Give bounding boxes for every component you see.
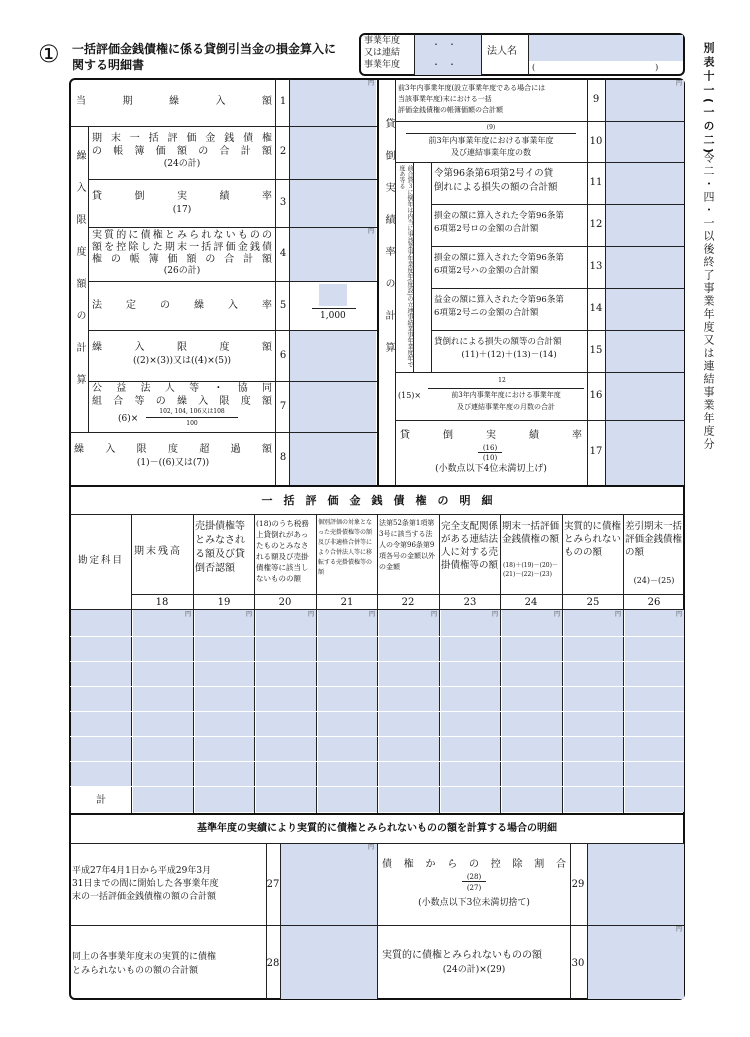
field-30[interactable] (588, 926, 684, 999)
field-9[interactable] (606, 80, 684, 121)
fy-label: 事業年度 (364, 36, 401, 46)
fy-label-3: 事業年度 (364, 60, 401, 70)
detail-cell[interactable] (195, 637, 254, 661)
row5-value-box (319, 284, 347, 306)
line-num-29: 29 (571, 879, 585, 890)
field-27[interactable] (281, 844, 377, 925)
total-cell[interactable] (502, 787, 562, 812)
detail-cell[interactable] (502, 762, 562, 786)
field-1[interactable] (290, 80, 376, 126)
row17-l1: 貸 倒 実 績 率 (400, 430, 582, 441)
line-num-10: 10 (589, 136, 603, 147)
detail-cell[interactable] (502, 712, 562, 736)
row2-l1: 期末一括評価金銭債権 (92, 133, 272, 144)
line-num-1: 1 (279, 96, 287, 107)
detail-cell[interactable] (133, 712, 193, 736)
row9-l1: 前3年内事業年度(設立事業年度である場合には (398, 84, 546, 92)
detail-cell[interactable] (195, 687, 254, 711)
fy-label-2: 又は連結 (364, 48, 401, 58)
total-cell[interactable] (195, 787, 254, 812)
row27-l2: 31日までの間に開始した各事業年度 (72, 879, 219, 889)
row13-l1: 損金の額に算入された令第96条第 (434, 253, 564, 263)
detail-cell[interactable] (625, 712, 684, 736)
line-num-14: 14 (589, 303, 603, 314)
total-cell[interactable] (625, 787, 684, 812)
row8-l1: 繰 入 限 度 超 過 額 (74, 444, 272, 455)
yen-1: 円 (368, 80, 375, 87)
field-13[interactable] (606, 247, 684, 288)
row16-l1: (15)× (398, 391, 422, 400)
detail-cell[interactable] (564, 762, 623, 786)
row4-l2: 額を控除した期末一括評価金銭債 (92, 242, 272, 253)
line-num-17: 17 (589, 446, 603, 457)
row17-frac-top: (16) (482, 444, 498, 452)
detail-cell[interactable] (625, 762, 684, 786)
row28-l2: とみられないものの額の合計額 (72, 966, 199, 976)
detail-cell[interactable] (502, 662, 562, 686)
row27-l1: 平成27年4月1日から平成29年3月 (72, 866, 212, 876)
detail-cell[interactable] (71, 762, 131, 786)
row6-l1: 繰 入 限 度 額 (92, 342, 272, 353)
yen-mark: 円 (615, 611, 622, 618)
row30-l1: 実質的に債権とみられないものの額 (382, 950, 542, 961)
col-num-22: 22 (401, 597, 415, 608)
row15-l1: 貸倒れによる損失の額等の合計額 (434, 337, 562, 347)
detail-cell[interactable] (564, 687, 623, 711)
detail-cell[interactable] (71, 687, 131, 711)
yen-mark: 円 (431, 611, 438, 618)
yen-mark: 円 (246, 611, 253, 618)
detail-cell[interactable] (71, 712, 131, 736)
detail-cell[interactable] (441, 662, 500, 686)
row4-l4: (26の計) (163, 266, 201, 276)
line-num-11: 11 (589, 177, 603, 188)
col-header-9-formula: (24)－(25) (633, 576, 675, 585)
col-header-2: 売掛債権等とみなされる額及び貸倒否認額 (195, 521, 245, 574)
col-num-24: 24 (524, 597, 538, 608)
row15-l2: (11)＋(12)＋(13)－(14) (461, 350, 557, 360)
total-cell[interactable] (379, 787, 439, 812)
yen-9: 円 (676, 80, 683, 87)
col-num-20: 20 (278, 597, 292, 608)
row2-l2: の帳簿価額の合計額 (92, 146, 272, 157)
col-header-6: 完全支配関係がある連結法人に対する売掛債権等の額 (441, 521, 499, 571)
detail-cell[interactable] (195, 737, 254, 761)
detail-cell[interactable] (441, 762, 500, 786)
corp-name-paren: ( ) (532, 63, 659, 72)
detail-cell[interactable] (133, 662, 193, 686)
row7-l3: (6)× (118, 414, 139, 424)
fy-to-dots: ・ ・ (432, 60, 456, 69)
detail-cell[interactable] (625, 687, 684, 711)
field-12[interactable] (606, 205, 684, 246)
detail-cell[interactable] (133, 737, 193, 761)
detail-cell[interactable] (441, 712, 500, 736)
detail-cell[interactable] (71, 610, 131, 636)
line-num-6: 6 (279, 350, 287, 361)
detail-cell[interactable] (379, 687, 439, 711)
yen-4: 円 (368, 228, 375, 235)
yen-mark: 円 (369, 611, 376, 618)
detail-cell[interactable] (564, 637, 623, 661)
detail-cell[interactable] (379, 737, 439, 761)
row11-l1: 令第96条第6項第2号イの貸 (434, 168, 554, 179)
detail-cell[interactable] (318, 712, 377, 736)
total-cell[interactable] (256, 787, 316, 812)
total-label: 計 (96, 795, 106, 806)
detail-cell[interactable] (502, 737, 562, 761)
detail-cell[interactable] (441, 737, 500, 761)
col-header-5: 法第52条第1項第3号に該当する法人の令第96条第9項各号の金額以外の金額 (379, 519, 435, 571)
period-note: 令二・四・一以後終了事業年度又は連結事業年度分 (702, 152, 715, 451)
line-num-7: 7 (279, 401, 287, 412)
line-num-30: 30 (571, 958, 585, 969)
row12-l1: 損金の額に算入された令第96条第 (434, 211, 564, 221)
total-cell[interactable] (441, 787, 500, 812)
yen-30: 円 (676, 926, 683, 933)
detail-cell[interactable] (379, 712, 439, 736)
field-28[interactable] (281, 926, 377, 999)
detail-cell[interactable] (502, 687, 562, 711)
detail-cell[interactable] (441, 687, 500, 711)
row12-l2: 6項第2号ロの金額の合計額 (434, 224, 539, 234)
detail-cell[interactable] (318, 662, 377, 686)
row4-l3: 権の帳簿価額の合計額 (92, 254, 272, 265)
row28-l1: 同上の各事業年度末の実質的に債権 (72, 952, 217, 962)
row3-l2: (17) (172, 205, 192, 215)
yen-mark: 円 (554, 611, 561, 618)
line-num-9: 9 (592, 94, 600, 105)
col-header-9: 差引期末一括評価金銭債権の額 (625, 521, 683, 558)
col-header-3: (18)のうち税務上貸倒れがあったものとみなされる額及び売掛債権等に該当しないものの額 (256, 519, 309, 583)
row16-l2: 前3年内事業年度における事業年度 (451, 391, 561, 399)
row11-l2: 倒れによる損失の額の合計額 (434, 182, 558, 193)
row7-frac-bot: 100 (186, 420, 198, 427)
row7-l1: 公益法人等・協同 (92, 383, 272, 394)
col-header-0: 勘定科目 (77, 555, 124, 566)
field-17[interactable] (606, 421, 684, 485)
col-header-7-formula: (18)＋(19)－(20)－(21)－(22)－(23) (503, 562, 558, 578)
line-num-5: 5 (279, 300, 287, 311)
detail-cell[interactable] (133, 762, 193, 786)
detail-cell[interactable] (625, 662, 684, 686)
form-title-line1: 一括評価金銭債権に係る貸倒引当金の損金算入に (72, 42, 337, 56)
total-cell[interactable] (564, 787, 623, 812)
field-14[interactable] (606, 289, 684, 330)
line-num-12: 12 (589, 219, 603, 230)
row4-l1: 実質的に債権とみられないものの (92, 230, 272, 241)
detail-cell[interactable] (318, 737, 377, 761)
row14-l1: 益金の額に算入された令第96条第 (434, 295, 564, 305)
col-header-4: 個別評価の対象となった売掛債権等の額及び非適格合併等により合併法人等に移転する売掛債権等の額 (318, 519, 373, 576)
inner-vertical-note-2 (415, 165, 431, 370)
line-num-27: 27 (266, 879, 280, 890)
row16-l3: 及び連結事業年度の月数の合計 (457, 403, 555, 411)
detail-cell[interactable] (133, 687, 193, 711)
line-num-16: 16 (589, 390, 603, 401)
row29-l3: (小数点以下3位未満切捨て) (418, 898, 530, 908)
detail-cell[interactable] (256, 762, 316, 786)
field-10[interactable] (606, 122, 684, 162)
row13-l2: 6項第2号ハの金額の合計額 (434, 266, 539, 276)
form-title-line2: 関する明細書 (72, 58, 145, 72)
row5-label: 法 定 の 繰 入 率 (92, 300, 272, 311)
field-6[interactable] (290, 331, 376, 381)
row17-frac-bot: (10) (482, 454, 498, 462)
fy-from-dots: ・ ・ (432, 40, 456, 49)
row9-l3: 評価金銭債権の帳簿価額の合計額 (398, 106, 503, 114)
yen-mark: 円 (308, 611, 315, 618)
table-code: 別表十一(一の二) (702, 42, 715, 157)
row7-frac-top: 102, 104, 106又は108 (159, 408, 225, 415)
corp-name-label: 法人名 (487, 46, 517, 57)
detail-cell[interactable] (71, 637, 131, 661)
row29-l1: 債 権 か ら の 控 除 割 合 (382, 859, 566, 870)
yen-27: 円 (368, 844, 375, 851)
row8-l2: (1)－((6)又は(7)) (136, 458, 210, 468)
detail-cell[interactable] (441, 637, 500, 661)
form-number: ① (38, 40, 60, 68)
base-title: 基準年度の実績により実質的に債権とみられないものの額を計算する場合の明細 (197, 823, 557, 834)
field-8[interactable] (290, 433, 376, 485)
detail-cell[interactable] (195, 662, 254, 686)
row16-top: 12 (498, 377, 506, 384)
col-header-1: 期末残高 (134, 546, 182, 557)
line-num-8: 8 (279, 452, 287, 463)
field-16[interactable] (606, 373, 684, 420)
detail-cell[interactable] (256, 687, 316, 711)
yen-mark: 円 (492, 611, 499, 618)
line-num-15: 15 (589, 345, 603, 356)
col-header-7: 期末一括評価金銭債権の額 (502, 521, 560, 545)
col-num-23: 23 (463, 597, 477, 608)
col-num-18: 18 (155, 597, 169, 608)
col-header-8: 実質的に債権とみられないものの額 (564, 521, 622, 558)
yen-mark: 円 (676, 611, 683, 618)
detail-cell[interactable] (564, 737, 623, 761)
detail-cell[interactable] (318, 762, 377, 786)
row27-l3: 末の一括評価金銭債権の額の合計額 (72, 892, 217, 902)
detail-cell[interactable] (256, 712, 316, 736)
detail-cell[interactable] (625, 737, 684, 761)
col-num-19: 19 (217, 597, 231, 608)
total-cell[interactable] (318, 787, 377, 812)
line-num-28: 28 (266, 958, 280, 969)
detail-cell[interactable] (133, 610, 193, 636)
detail-cell[interactable] (318, 637, 377, 661)
field-29[interactable] (588, 844, 684, 925)
detail-cell[interactable] (195, 712, 254, 736)
yen-mark: 円 (185, 611, 192, 618)
detail-cell[interactable] (318, 687, 377, 711)
detail-cell[interactable] (256, 610, 316, 636)
field-11[interactable] (606, 163, 684, 204)
row29-frac-bot: (27) (466, 884, 482, 892)
field-7[interactable] (290, 382, 376, 432)
col-num-25: 25 (586, 597, 600, 608)
detail-cell[interactable] (564, 662, 623, 686)
detail-title: 一 括 評 価 金 銭 債 権 の 明 細 (261, 494, 493, 507)
row9-l2: 当該事業年度)末における一括 (398, 95, 492, 103)
row29-frac-top: (28) (466, 873, 482, 881)
line-num-3: 3 (279, 197, 287, 208)
line-num-2: 2 (279, 146, 287, 157)
row1-label: 当 期 繰 入 額 (76, 96, 272, 107)
field-15[interactable] (606, 331, 684, 372)
right-group-label: 貸倒実績率の計算 (383, 118, 394, 374)
line-num-4: 4 (279, 248, 287, 259)
inner-vertical-note: 前合貸３に倒年は内当に事該業事年業度年(度設)の立連事結業事年業度年で度あ等る (398, 165, 413, 368)
detail-cell[interactable] (379, 637, 439, 661)
row6-l2: ((2)×(3))又は((4)×(5)) (132, 356, 232, 366)
field-4[interactable] (290, 228, 376, 281)
row7-l2: 組合等の繰入限度額 (92, 396, 272, 407)
detail-cell[interactable] (133, 637, 193, 661)
detail-cell[interactable] (379, 662, 439, 686)
detail-cell[interactable] (625, 637, 684, 661)
row10-l1: (9) (486, 124, 496, 131)
field-2[interactable] (290, 127, 376, 179)
detail-cell[interactable] (256, 662, 316, 686)
total-cell[interactable] (133, 787, 193, 812)
row10-l2: 前3年内事業年度における事業年度 (428, 136, 554, 145)
field-3[interactable] (290, 180, 376, 227)
detail-cell[interactable] (379, 610, 439, 636)
detail-cell[interactable] (195, 762, 254, 786)
detail-cell[interactable] (71, 662, 131, 686)
left-group-label: 繰入限度額の計算 (74, 150, 85, 406)
row2-l3: (24の計) (163, 159, 201, 169)
row3-l1: 貸 倒 実 績 率 (92, 191, 272, 202)
detail-cell[interactable] (564, 712, 623, 736)
detail-cell[interactable] (256, 737, 316, 761)
row30-l2: (24の計)×(29) (442, 965, 506, 975)
detail-cell[interactable] (379, 762, 439, 786)
row17-l3: (小数点以下4位未満切上げ) (435, 464, 547, 474)
detail-cell[interactable] (71, 737, 131, 761)
detail-cell[interactable] (256, 637, 316, 661)
col-num-26: 26 (647, 597, 661, 608)
detail-cell[interactable] (502, 610, 562, 636)
line-num-13: 13 (589, 261, 603, 272)
row5-value: 1,000 (320, 311, 346, 321)
corp-name-field[interactable] (529, 35, 683, 61)
row14-l2: 6項第2号ニの金額の合計額 (434, 308, 539, 318)
row10-l3: 及び連結事業年度の数 (451, 148, 531, 157)
detail-cell[interactable] (502, 637, 562, 661)
col-num-21: 21 (340, 597, 354, 608)
